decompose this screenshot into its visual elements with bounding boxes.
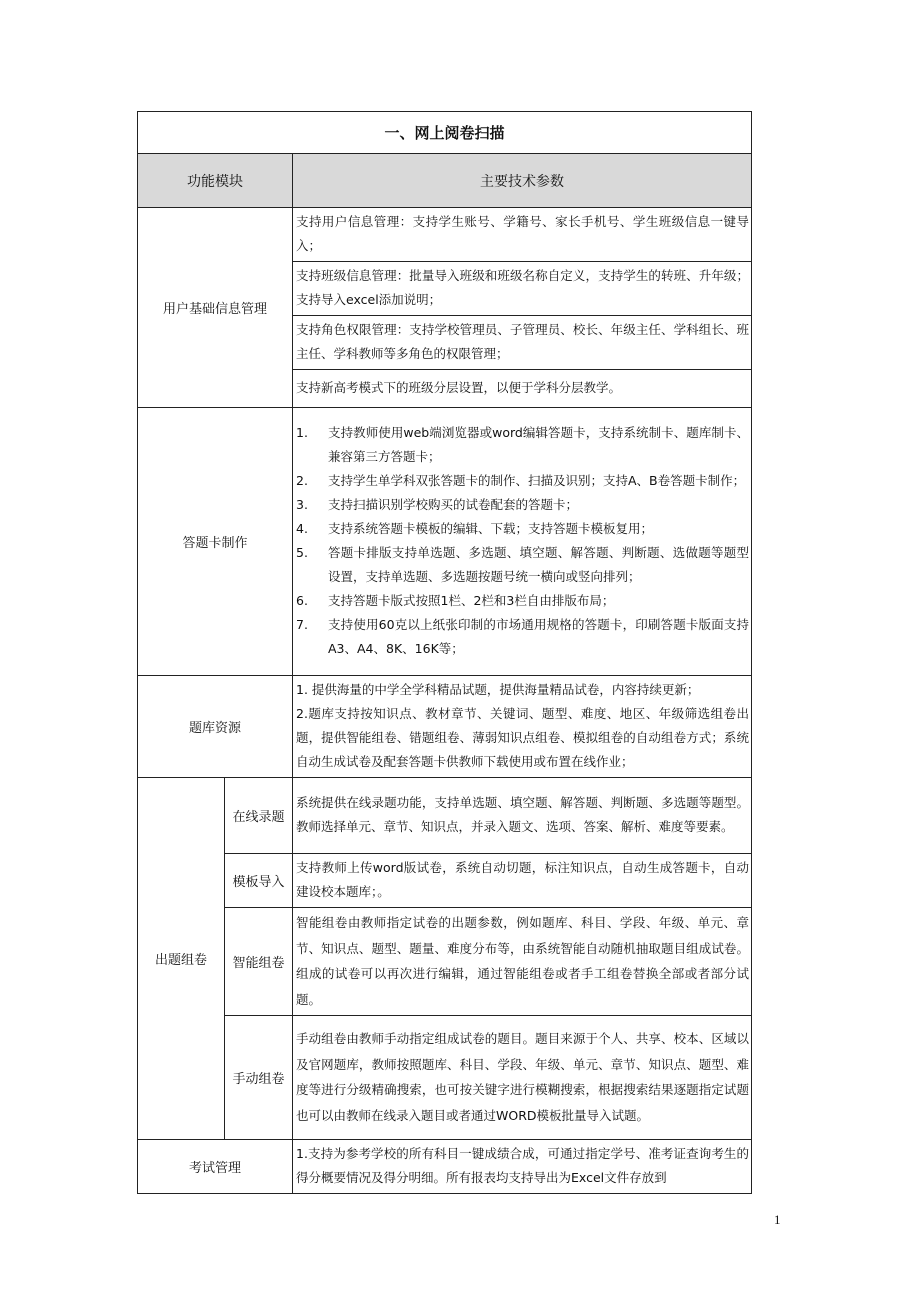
spec-table: [137, 111, 752, 1194]
param-exam: 1.支持为参考学校的所有科目一键成绩合成，可通过指定学号、准考证查询考生的得分概要情况及得分明细。所有报表均支持导出为Excel文件存放到: [293, 1140, 752, 1194]
card-item: 4. 支持系统答题卡模板的编辑、下载；支持答题卡模板复用；: [296, 521, 654, 536]
sub-online-entry: 在线录题: [225, 778, 293, 854]
card-item: 6. 支持答题卡版式按照1栏、2栏和3栏自由排版布局；: [296, 593, 615, 608]
card-item: 2. 支持学生单学科双张答题卡的制作、扫描及识别；支持A、B卷答题卡制作；: [296, 473, 746, 488]
param-user-1: 支持用户信息管理：支持学生账号、学籍号、家长手机号、学生班级信息一键导入；: [293, 208, 752, 262]
header-params: 主要技术参数: [293, 154, 752, 208]
page-number: 1: [774, 1212, 781, 1227]
param-bank: [293, 676, 752, 778]
param-card-list: [293, 408, 752, 676]
card-item: 7. 支持使用60克以上纸张印制的市场通用规格的答题卡，印刷答题卡版面支持A3、A4、8K、16K等；: [296, 617, 750, 656]
bank-item: 1. 提供海量的中学全学科精品试题，提供海量精品试卷，内容持续更新；: [296, 682, 700, 697]
param-online-entry: 系统提供在线录题功能，支持单选题、填空题、解答题、判断题、多选题等题型。教师选择单元、章节、知识点，并录入题文、选项、答案、解析、难度等要素。: [293, 778, 752, 854]
card-item: 3. 支持扫描识别学校购买的试卷配套的答题卡；: [296, 497, 579, 512]
card-item: 5. 答题卡排版支持单选题、多选题、填空题、解答题、判断题、选做题等题型设置，支持单选题、多选题按题号统一横向或竖向排列；: [296, 545, 750, 584]
bank-item: 2.题库支持按知识点、教材章节、关键词、题型、难度、地区、年级筛选组卷出题，提供智能组卷、错题组卷、薄弱知识点组卷、模拟组卷的自动组卷方式；系统自动生成试卷及配套答题卡供教师下载使用或布置在线作业；: [296, 706, 750, 769]
table-title: 一、网上阅卷扫描: [138, 112, 752, 154]
module-user-info: 用户基础信息管理: [138, 208, 293, 408]
param-manual-compose: 手动组卷由教师手动指定组成试卷的题目。题目来源于个人、共享、校本、区域以及官网题库，教师按照题库、科目、学段、年级、单元、章节、知识点、题型、难度等进行分级精确搜索，也可按关键字进行模糊搜索，根据搜索结果逐题指定试题 也可以由教师在线录入题目或者通过WORD模板批量导入试题。: [293, 1016, 752, 1140]
param-smart-compose: 智能组卷由教师指定试卷的出题参数，例如题库、科目、学段、年级、单元、章节、知识点、题型、题量、难度分布等，由系统智能自动随机抽取题目组成试卷。组成的试卷可以再次进行编辑，通过智能组卷或者手工组卷替换全部或者部分试题。: [293, 908, 752, 1016]
module-question-bank: 题库资源: [138, 676, 293, 778]
param-template-import: 支持教师上传word版试卷，系统自动切题，标注知识点，自动生成答题卡，自动建设校本题库；。: [293, 854, 752, 908]
module-exam-management: 考试管理: [138, 1140, 293, 1194]
sub-smart-compose: 智能组卷: [225, 908, 293, 1016]
param-user-2: 支持班级信息管理：批量导入班级和班级名称自定义，支持学生的转班、升年级；支持导入excel添加说明；: [293, 262, 752, 316]
param-user-4: 支持新高考模式下的班级分层设置，以便于学科分层教学。: [293, 370, 752, 408]
sub-manual-compose: 手动组卷: [225, 1016, 293, 1140]
header-module: 功能模块: [138, 154, 293, 208]
card-item: 1. 支持教师使用web端浏览器或word编辑答题卡，支持系统制卡、题库制卡、兼容第三方答题卡；: [296, 425, 750, 464]
param-user-3: 支持角色权限管理：支持学校管理员、子管理员、校长、年级主任、学科组长、班主任、学科教师等多角色的权限管理；: [293, 316, 752, 370]
sub-template-import: 模板导入: [225, 854, 293, 908]
module-compose-paper: 出题组卷: [138, 778, 225, 1140]
module-answer-card: 答题卡制作: [138, 408, 293, 676]
